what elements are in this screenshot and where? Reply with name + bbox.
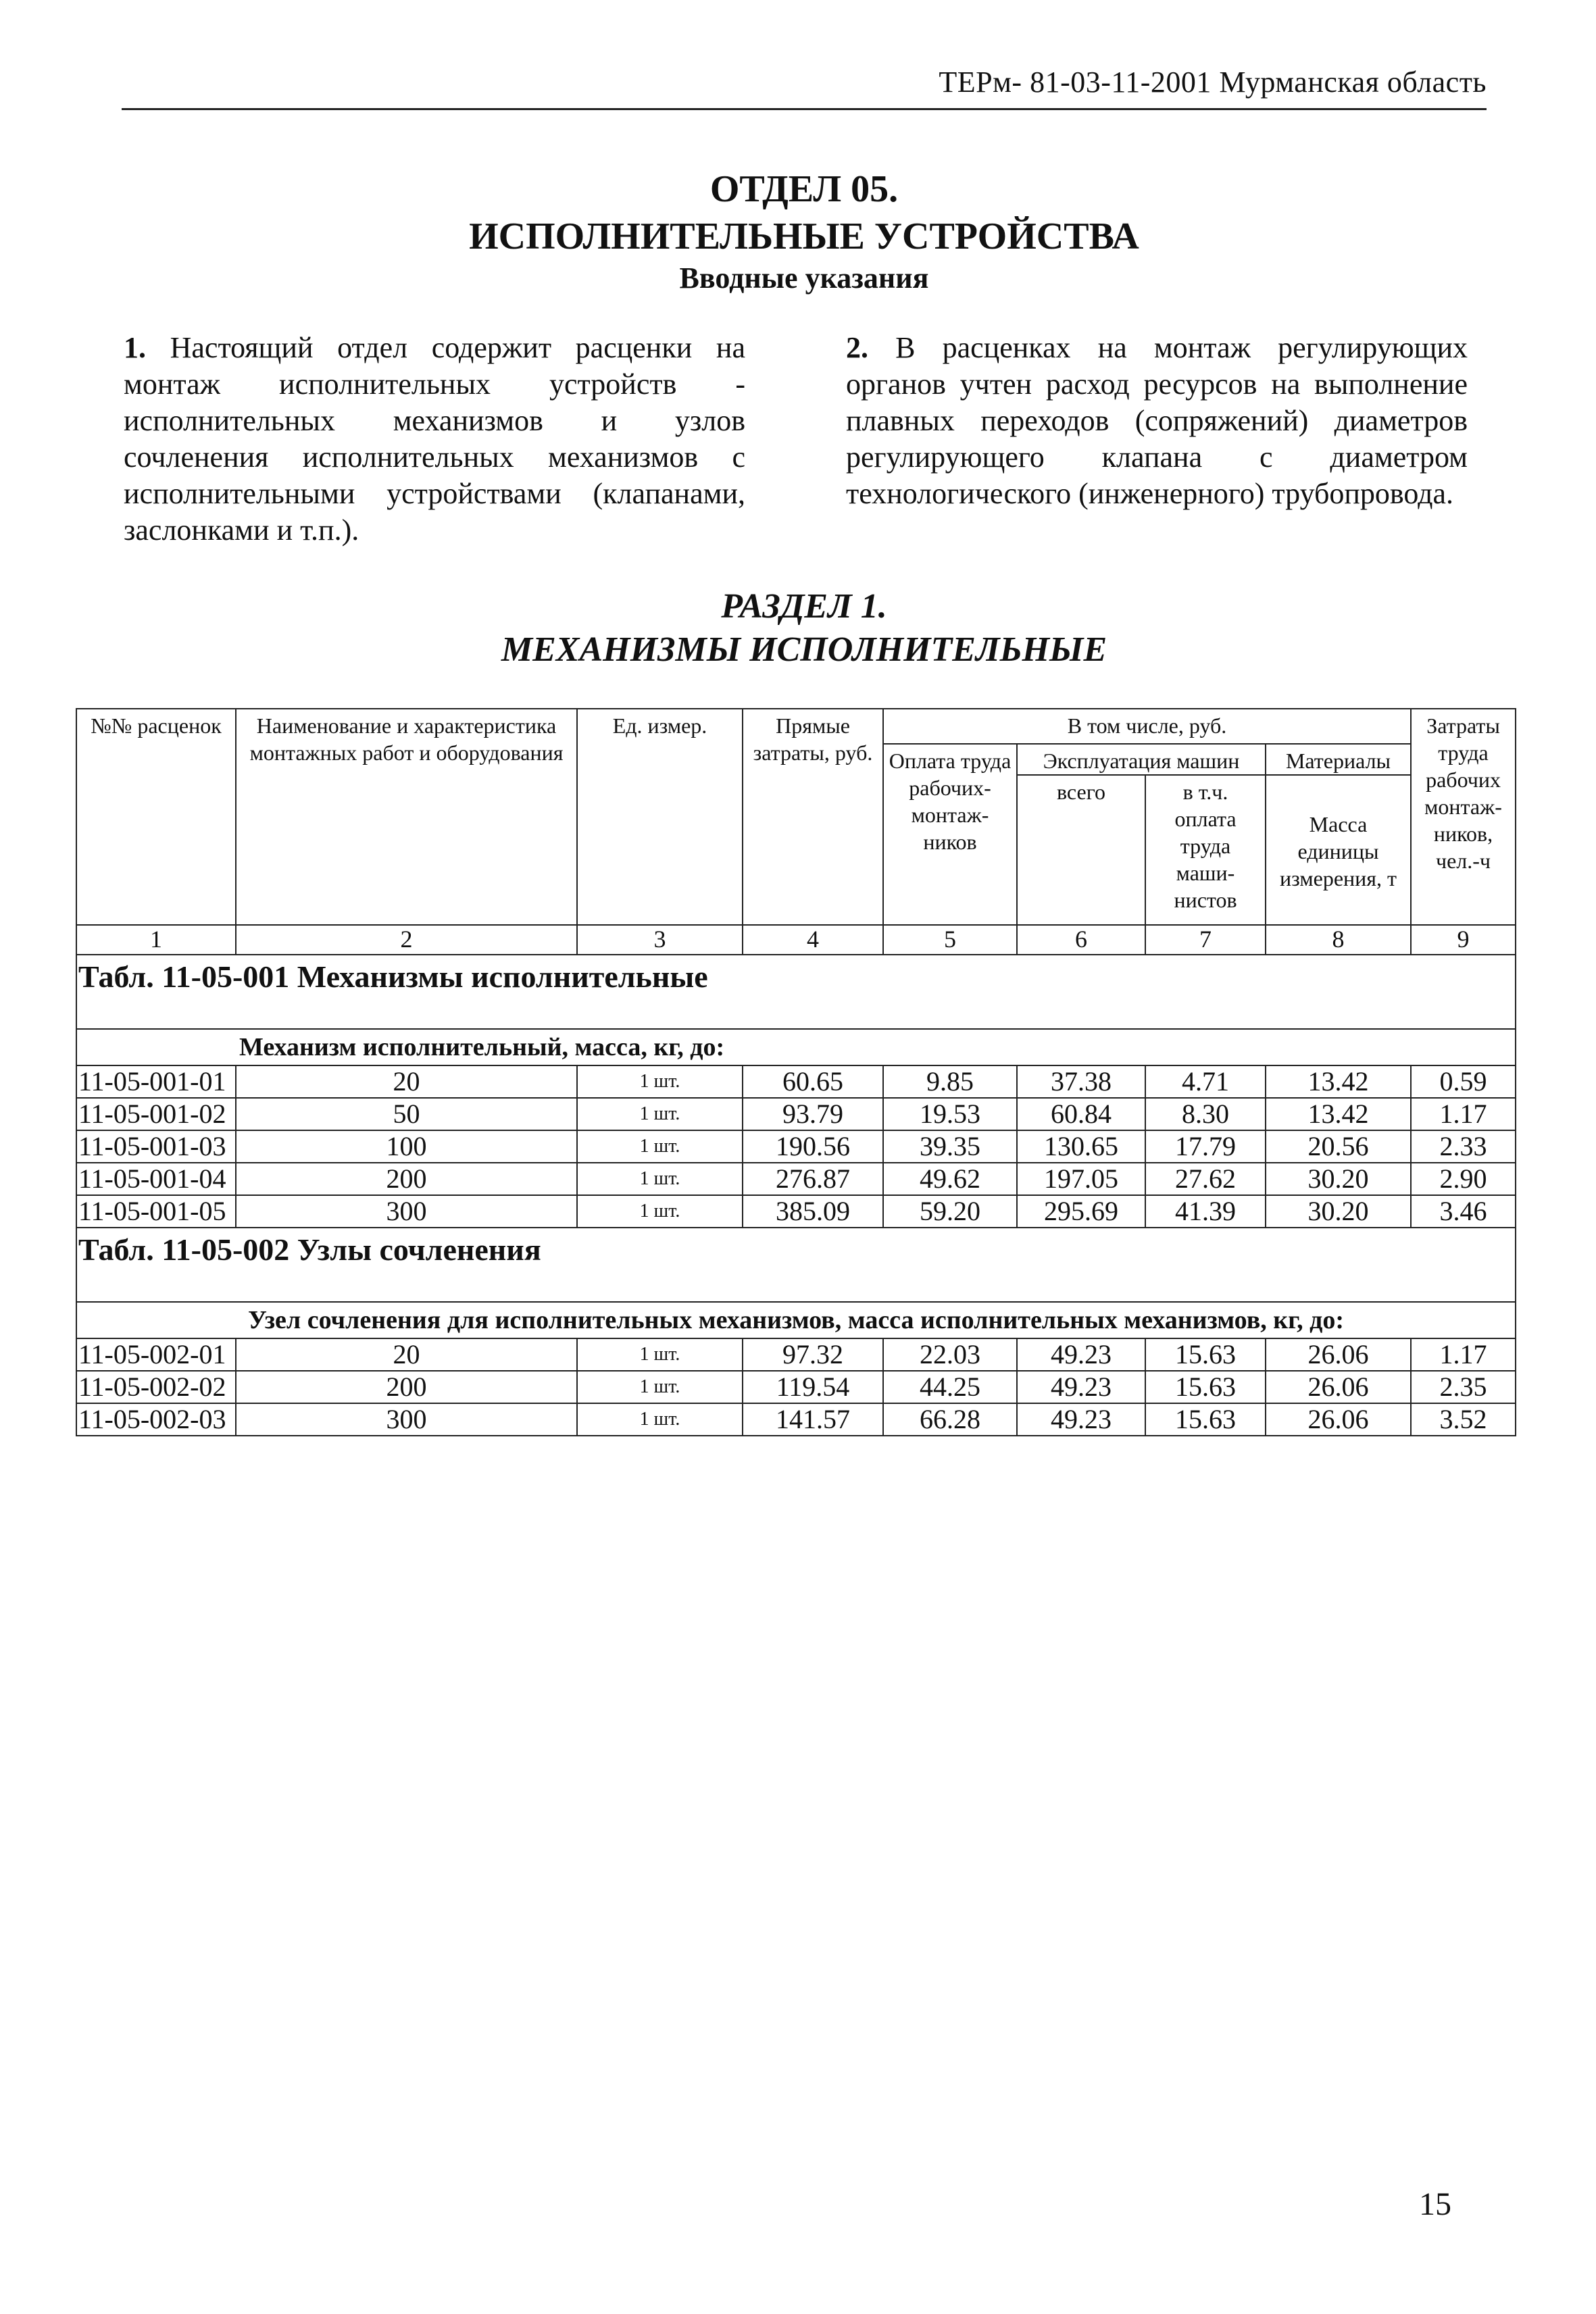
rate-name: 100 — [236, 1130, 577, 1163]
department-subtitle: Вводные указания — [679, 261, 929, 295]
rate-wage: 22.03 — [883, 1338, 1017, 1371]
intro-paragraph-2-text: В расценках на монтаж регулирующих органов учтен расход ресурсов на выполнение плавных переходов (сопряжений) диаметров регулирующего клапана с диаметром технологического (инженерного) трубопровода. — [846, 331, 1468, 510]
rate-machines-wage: 8.30 — [1145, 1098, 1266, 1130]
rate-direct: 60.65 — [743, 1065, 883, 1098]
page-number: 15 — [1419, 2186, 1451, 2222]
rate-wage: 44.25 — [883, 1371, 1017, 1403]
header-mass: Масса единицы измерения, т — [1266, 775, 1411, 925]
header-rule — [122, 108, 1487, 110]
header-direct-costs: Прямые затраты, руб. — [743, 709, 883, 925]
header-code: №№ расценок — [76, 709, 236, 925]
rate-materials: 30.20 — [1266, 1195, 1411, 1228]
rate-machines-wage: 15.63 — [1145, 1403, 1266, 1436]
rate-direct: 276.87 — [743, 1163, 883, 1195]
rate-wage: 19.53 — [883, 1098, 1017, 1130]
intro-paragraph-2 — [846, 330, 1468, 512]
rate-materials: 20.56 — [1266, 1130, 1411, 1163]
column-number: 4 — [743, 925, 883, 955]
table-subtitle: Узел сочленения для исполнительных механизмов, масса исполнительных механизмов, кг, до: — [76, 1302, 1516, 1338]
rate-name: 200 — [236, 1371, 577, 1403]
rate-name: 20 — [236, 1065, 577, 1098]
rate-hours: 1.17 — [1411, 1098, 1516, 1130]
rate-hours: 2.33 — [1411, 1130, 1516, 1163]
header-machines-wage: в т.ч. оплата труда маши-нистов — [1145, 775, 1266, 925]
table-row — [76, 1163, 1516, 1195]
column-number: 9 — [1411, 925, 1516, 955]
rate-direct: 385.09 — [743, 1195, 883, 1228]
rate-machines: 295.69 — [1017, 1195, 1145, 1228]
rate-code: 11-05-001-05 — [76, 1195, 236, 1228]
rate-wage: 49.62 — [883, 1163, 1017, 1195]
header-including: В том числе, руб. — [883, 709, 1411, 744]
rate-materials: 13.42 — [1266, 1098, 1411, 1130]
rate-unit: 1 шт. — [577, 1338, 743, 1371]
rate-machines-wage: 15.63 — [1145, 1338, 1266, 1371]
rate-hours: 2.90 — [1411, 1163, 1516, 1195]
table-row — [76, 1403, 1516, 1436]
rate-hours: 3.52 — [1411, 1403, 1516, 1436]
rate-machines-wage: 41.39 — [1145, 1195, 1266, 1228]
header-unit: Ед. измер. — [577, 709, 743, 925]
rate-machines-wage: 15.63 — [1145, 1371, 1266, 1403]
rate-machines: 49.23 — [1017, 1338, 1145, 1371]
rate-unit: 1 шт. — [577, 1403, 743, 1436]
rate-unit: 1 шт. — [577, 1371, 743, 1403]
intro-paragraph-1-text: Настоящий отдел содержит расценки на монтаж исполнительных устройств - исполнительных механизмов и узлов сочленения исполнительных механизмов с исполнительными устройствами (клапанами, заслонками и т.п.). — [124, 331, 745, 547]
running-header: ТЕРм- 81-03-11-2001 Мурманская область — [939, 66, 1487, 99]
rate-unit: 1 шт. — [577, 1098, 743, 1130]
rate-direct: 190.56 — [743, 1130, 883, 1163]
rate-machines: 49.23 — [1017, 1371, 1145, 1403]
rate-name: 20 — [236, 1338, 577, 1371]
intro-paragraph-1-number: 1. — [124, 331, 146, 364]
rate-direct: 141.57 — [743, 1403, 883, 1436]
header-labor-hours: Затраты труда рабочих монтаж-ников, чел.-ч — [1411, 709, 1516, 925]
rate-machines: 49.23 — [1017, 1403, 1145, 1436]
rate-materials: 26.06 — [1266, 1403, 1411, 1436]
rate-direct: 93.79 — [743, 1098, 883, 1130]
rate-wage: 39.35 — [883, 1130, 1017, 1163]
column-number: 6 — [1017, 925, 1145, 955]
rate-wage: 9.85 — [883, 1065, 1017, 1098]
rate-name: 200 — [236, 1163, 577, 1195]
rate-materials: 13.42 — [1266, 1065, 1411, 1098]
table-row — [76, 1065, 1516, 1098]
rate-direct: 97.32 — [743, 1338, 883, 1371]
table-section-title: Табл. 11-05-002 Узлы сочленения — [76, 1228, 1516, 1302]
rate-direct: 119.54 — [743, 1371, 883, 1403]
header-materials: Материалы — [1266, 744, 1411, 775]
rate-hours: 3.46 — [1411, 1195, 1516, 1228]
rate-code: 11-05-001-04 — [76, 1163, 236, 1195]
rate-machines: 60.84 — [1017, 1098, 1145, 1130]
rate-machines: 37.38 — [1017, 1065, 1145, 1098]
section-number: РАЗДЕЛ 1. — [721, 587, 887, 626]
rates-table — [76, 708, 1516, 1436]
rate-machines-wage: 17.79 — [1145, 1130, 1266, 1163]
rate-hours: 0.59 — [1411, 1065, 1516, 1098]
rate-code: 11-05-001-02 — [76, 1098, 236, 1130]
table-row — [76, 1371, 1516, 1403]
rate-hours: 2.35 — [1411, 1371, 1516, 1403]
table-section-row — [76, 1228, 1516, 1302]
header-labor-wage: Оплата труда рабочих-монтаж-ников — [883, 744, 1017, 925]
rate-name: 300 — [236, 1195, 577, 1228]
table-section-row — [76, 955, 1516, 1029]
rate-machines: 130.65 — [1017, 1130, 1145, 1163]
rate-materials: 26.06 — [1266, 1338, 1411, 1371]
rate-wage: 66.28 — [883, 1403, 1017, 1436]
header-machines: Эксплуатация машин — [1017, 744, 1266, 775]
rate-code: 11-05-002-01 — [76, 1338, 236, 1371]
column-number: 7 — [1145, 925, 1266, 955]
rate-machines-wage: 27.62 — [1145, 1163, 1266, 1195]
rate-unit: 1 шт. — [577, 1130, 743, 1163]
table-subtitle-row — [76, 1302, 1516, 1338]
rate-hours: 1.17 — [1411, 1338, 1516, 1371]
header-name: Наименование и характеристика монтажных работ и оборудования — [236, 709, 577, 925]
rate-machines: 197.05 — [1017, 1163, 1145, 1195]
department-name: ИСПОЛНИТЕЛЬНЫЕ УСТРОЙСТВА — [469, 216, 1139, 257]
intro-paragraph-2-number: 2. — [846, 331, 868, 364]
table-section-title: Табл. 11-05-001 Механизмы исполнительные — [76, 955, 1516, 1029]
rate-name: 50 — [236, 1098, 577, 1130]
table-row — [76, 1130, 1516, 1163]
rate-code: 11-05-001-01 — [76, 1065, 236, 1098]
column-number: 1 — [76, 925, 236, 955]
table-subtitle-row — [76, 1029, 1516, 1065]
intro-paragraph-1 — [124, 330, 745, 549]
department-number: ОТДЕЛ 05. — [709, 168, 899, 210]
rate-unit: 1 шт. — [577, 1163, 743, 1195]
rate-unit: 1 шт. — [577, 1195, 743, 1228]
rate-code: 11-05-002-02 — [76, 1371, 236, 1403]
rate-materials: 30.20 — [1266, 1163, 1411, 1195]
column-number: 8 — [1266, 925, 1411, 955]
header-machines-total: всего — [1017, 775, 1145, 925]
rate-unit: 1 шт. — [577, 1065, 743, 1098]
table-row — [76, 1195, 1516, 1228]
rate-materials: 26.06 — [1266, 1371, 1411, 1403]
rate-wage: 59.20 — [883, 1195, 1017, 1228]
column-number: 3 — [577, 925, 743, 955]
table-subtitle: Механизм исполнительный, масса, кг, до: — [76, 1029, 1516, 1065]
table-row — [76, 1098, 1516, 1130]
column-numbers-row — [76, 925, 1516, 955]
section-name: МЕХАНИЗМЫ ИСПОЛНИТЕЛЬНЫЕ — [501, 630, 1107, 669]
column-number: 5 — [883, 925, 1017, 955]
column-number: 2 — [236, 925, 577, 955]
table-row — [76, 1338, 1516, 1371]
rate-code: 11-05-002-03 — [76, 1403, 236, 1436]
rate-code: 11-05-001-03 — [76, 1130, 236, 1163]
rate-machines-wage: 4.71 — [1145, 1065, 1266, 1098]
rate-name: 300 — [236, 1403, 577, 1436]
